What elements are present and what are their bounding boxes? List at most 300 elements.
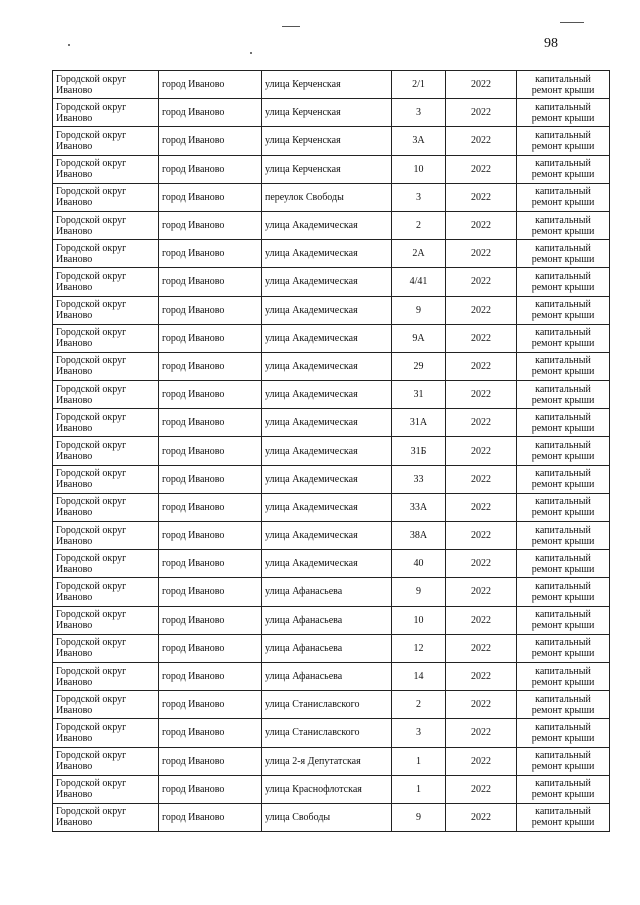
district-line: Иваново xyxy=(56,281,93,293)
work-type-line: ремонт крыши xyxy=(531,507,595,519)
city-cell: город Иваново xyxy=(159,803,262,831)
district-cell xyxy=(53,240,159,268)
district-cell xyxy=(53,465,159,493)
city-cell: город Иваново xyxy=(159,522,262,550)
city-cell: город Иваново xyxy=(159,296,262,324)
street-cell: улица Афанасьева xyxy=(262,662,392,690)
city-cell: город Иваново xyxy=(159,719,262,747)
city-cell: город Иваново xyxy=(159,127,262,155)
table-row xyxy=(53,522,610,550)
district-cell xyxy=(53,634,159,662)
district-line: Городской округ xyxy=(56,299,127,311)
house-number-cell: 33А xyxy=(392,493,446,521)
city-cell: город Иваново xyxy=(159,578,262,606)
work-type-line: ремонт крыши xyxy=(531,140,595,152)
street-cell: улица Академическая xyxy=(262,409,392,437)
district-cell xyxy=(53,437,159,465)
district-line: Городской округ xyxy=(56,468,127,480)
district-line: Городской округ xyxy=(56,355,127,367)
city-cell: город Иваново xyxy=(159,352,262,380)
work-type-line: ремонт крыши xyxy=(531,451,595,463)
work-type-cell xyxy=(517,155,610,183)
city-cell: город Иваново xyxy=(159,747,262,775)
scan-mark xyxy=(282,26,300,27)
year-cell: 2022 xyxy=(446,465,517,493)
work-type-cell xyxy=(517,240,610,268)
table-row xyxy=(53,606,610,634)
street-cell: улица Керченская xyxy=(262,71,392,99)
house-number-cell: 31 xyxy=(392,381,446,409)
year-cell: 2022 xyxy=(446,155,517,183)
house-number-cell: 10 xyxy=(392,606,446,634)
district-cell xyxy=(53,550,159,578)
district-line: Иваново xyxy=(56,422,93,434)
district-cell xyxy=(53,381,159,409)
district-line: Городской округ xyxy=(56,524,127,536)
work-type-cell xyxy=(517,691,610,719)
work-type-cell xyxy=(517,550,610,578)
table-row xyxy=(53,437,610,465)
work-type-cell xyxy=(517,578,610,606)
district-line: Иваново xyxy=(56,704,93,716)
house-number-cell: 9 xyxy=(392,803,446,831)
house-number-cell: 2/1 xyxy=(392,71,446,99)
street-cell: улица Станиславского xyxy=(262,719,392,747)
work-type-line: ремонт крыши xyxy=(531,169,595,181)
street-cell: улица Афанасьева xyxy=(262,578,392,606)
table-row xyxy=(53,719,610,747)
work-type-line: ремонт крыши xyxy=(531,563,595,575)
work-type-line: ремонт крыши xyxy=(531,535,595,547)
work-type-cell xyxy=(517,324,610,352)
table-row xyxy=(53,409,610,437)
house-number-cell: 40 xyxy=(392,550,446,578)
work-type-cell xyxy=(517,99,610,127)
work-type-line: капитальный xyxy=(535,693,591,705)
street-cell: улица Академическая xyxy=(262,522,392,550)
district-line: Городской округ xyxy=(56,496,127,508)
work-type-line: капитальный xyxy=(535,468,591,480)
district-line: Иваново xyxy=(56,225,93,237)
work-type-cell xyxy=(517,634,610,662)
city-cell: город Иваново xyxy=(159,634,262,662)
city-cell: город Иваново xyxy=(159,437,262,465)
district-cell xyxy=(53,691,159,719)
house-number-cell: 9 xyxy=(392,296,446,324)
table-row xyxy=(53,465,610,493)
district-line: Городской округ xyxy=(56,101,127,113)
work-type-cell xyxy=(517,493,610,521)
district-line: Городской округ xyxy=(56,721,127,733)
work-type-line: ремонт крыши xyxy=(531,225,595,237)
district-cell xyxy=(53,719,159,747)
table-row xyxy=(53,352,610,380)
street-cell: улица Академическая xyxy=(262,352,392,380)
district-line: Иваново xyxy=(56,112,93,124)
work-type-line: капитальный xyxy=(535,73,591,85)
district-line: Городской округ xyxy=(56,637,127,649)
district-line: Иваново xyxy=(56,676,93,688)
district-line: Иваново xyxy=(56,761,93,773)
house-number-cell: 1 xyxy=(392,747,446,775)
year-cell: 2022 xyxy=(446,662,517,690)
work-type-line: ремонт крыши xyxy=(531,197,595,209)
district-line: Городской округ xyxy=(56,383,127,395)
work-type-line: ремонт крыши xyxy=(531,676,595,688)
district-line: Городской округ xyxy=(56,129,127,141)
work-type-cell xyxy=(517,606,610,634)
district-line: Городской округ xyxy=(56,270,127,282)
table-row xyxy=(53,578,610,606)
year-cell: 2022 xyxy=(446,409,517,437)
work-type-line: ремонт крыши xyxy=(531,789,595,801)
city-cell: город Иваново xyxy=(159,465,262,493)
district-cell xyxy=(53,578,159,606)
scan-dot xyxy=(68,44,70,46)
table-row xyxy=(53,183,610,211)
table-row xyxy=(53,211,610,239)
district-line: Иваново xyxy=(56,84,93,96)
work-type-cell xyxy=(517,381,610,409)
district-line: Иваново xyxy=(56,479,93,491)
year-cell: 2022 xyxy=(446,606,517,634)
year-cell: 2022 xyxy=(446,268,517,296)
district-line: Иваново xyxy=(56,169,93,181)
work-type-cell xyxy=(517,437,610,465)
work-type-line: ремонт крыши xyxy=(531,310,595,322)
street-cell: улица Академическая xyxy=(262,268,392,296)
table-row xyxy=(53,691,610,719)
street-cell: улица Краснофлотская xyxy=(262,775,392,803)
street-cell: улица Академическая xyxy=(262,493,392,521)
district-cell xyxy=(53,662,159,690)
table-row xyxy=(53,747,610,775)
year-cell: 2022 xyxy=(446,691,517,719)
house-number-cell: 14 xyxy=(392,662,446,690)
work-type-line: капитальный xyxy=(535,101,591,113)
district-line: Городской округ xyxy=(56,552,127,564)
house-number-cell: 9 xyxy=(392,578,446,606)
work-type-cell xyxy=(517,127,610,155)
city-cell: город Иваново xyxy=(159,71,262,99)
work-type-line: капитальный xyxy=(535,270,591,282)
work-type-line: капитальный xyxy=(535,186,591,198)
street-cell: улица Академическая xyxy=(262,211,392,239)
year-cell: 2022 xyxy=(446,127,517,155)
year-cell: 2022 xyxy=(446,211,517,239)
house-number-cell: 12 xyxy=(392,634,446,662)
district-line: Городской округ xyxy=(56,580,127,592)
page-number: 98 xyxy=(544,36,558,51)
street-cell: улица Свободы xyxy=(262,803,392,831)
house-number-cell: 2А xyxy=(392,240,446,268)
work-type-line: ремонт крыши xyxy=(531,112,595,124)
house-number-cell: 1 xyxy=(392,775,446,803)
street-cell: улица Афанасьева xyxy=(262,606,392,634)
house-number-cell: 4/41 xyxy=(392,268,446,296)
street-cell: улица Керченская xyxy=(262,99,392,127)
year-cell: 2022 xyxy=(446,747,517,775)
street-cell: улица 2-я Депутатская xyxy=(262,747,392,775)
house-number-cell: 38А xyxy=(392,522,446,550)
table-row xyxy=(53,493,610,521)
work-type-line: капитальный xyxy=(535,721,591,733)
work-type-line: ремонт крыши xyxy=(531,394,595,406)
work-type-line: ремонт крыши xyxy=(531,648,595,660)
district-line: Городской округ xyxy=(56,327,127,339)
work-type-line: ремонт крыши xyxy=(531,366,595,378)
district-cell xyxy=(53,155,159,183)
house-number-cell: 10 xyxy=(392,155,446,183)
year-cell: 2022 xyxy=(446,775,517,803)
house-number-cell: 3 xyxy=(392,99,446,127)
district-line: Городской округ xyxy=(56,440,127,452)
street-cell: улица Академическая xyxy=(262,437,392,465)
work-type-line: ремонт крыши xyxy=(531,479,595,491)
work-type-line: капитальный xyxy=(535,158,591,170)
district-cell xyxy=(53,324,159,352)
district-line: Иваново xyxy=(56,620,93,632)
city-cell: город Иваново xyxy=(159,240,262,268)
year-cell: 2022 xyxy=(446,719,517,747)
work-type-line: капитальный xyxy=(535,750,591,762)
table-row xyxy=(53,803,610,831)
table-row xyxy=(53,127,610,155)
district-line: Городской округ xyxy=(56,609,127,621)
work-type-line: ремонт крыши xyxy=(531,817,595,829)
work-type-line: капитальный xyxy=(535,242,591,254)
district-line: Иваново xyxy=(56,451,93,463)
year-cell: 2022 xyxy=(446,522,517,550)
house-number-cell: 2 xyxy=(392,691,446,719)
house-number-cell: 33 xyxy=(392,465,446,493)
work-type-line: капитальный xyxy=(535,129,591,141)
work-type-line: капитальный xyxy=(535,299,591,311)
district-cell xyxy=(53,183,159,211)
work-type-line: капитальный xyxy=(535,552,591,564)
work-type-cell xyxy=(517,183,610,211)
year-cell: 2022 xyxy=(446,296,517,324)
district-line: Городской округ xyxy=(56,806,127,818)
district-cell xyxy=(53,268,159,296)
district-line: Городской округ xyxy=(56,693,127,705)
year-cell: 2022 xyxy=(446,437,517,465)
work-type-cell xyxy=(517,803,610,831)
street-cell: улица Академическая xyxy=(262,550,392,578)
table-row xyxy=(53,155,610,183)
district-line: Городской округ xyxy=(56,186,127,198)
table-row xyxy=(53,71,610,99)
district-line: Городской округ xyxy=(56,665,127,677)
district-line: Иваново xyxy=(56,535,93,547)
year-cell: 2022 xyxy=(446,381,517,409)
work-type-line: ремонт крыши xyxy=(531,732,595,744)
street-cell: улица Академическая xyxy=(262,381,392,409)
work-type-cell xyxy=(517,409,610,437)
work-type-line: ремонт крыши xyxy=(531,281,595,293)
work-type-line: ремонт крыши xyxy=(531,591,595,603)
work-type-line: ремонт крыши xyxy=(531,84,595,96)
work-type-line: капитальный xyxy=(535,327,591,339)
work-type-line: ремонт крыши xyxy=(531,704,595,716)
city-cell: город Иваново xyxy=(159,775,262,803)
street-cell: улица Академическая xyxy=(262,240,392,268)
district-line: Иваново xyxy=(56,507,93,519)
city-cell: город Иваново xyxy=(159,155,262,183)
city-cell: город Иваново xyxy=(159,211,262,239)
district-line: Городской округ xyxy=(56,411,127,423)
work-type-line: капитальный xyxy=(535,383,591,395)
city-cell: город Иваново xyxy=(159,493,262,521)
work-type-line: ремонт крыши xyxy=(531,253,595,265)
district-cell xyxy=(53,211,159,239)
city-cell: город Иваново xyxy=(159,324,262,352)
year-cell: 2022 xyxy=(446,634,517,662)
street-cell: улица Академическая xyxy=(262,465,392,493)
work-type-line: капитальный xyxy=(535,609,591,621)
work-type-line: капитальный xyxy=(535,524,591,536)
year-cell: 2022 xyxy=(446,99,517,127)
district-line: Иваново xyxy=(56,253,93,265)
district-line: Иваново xyxy=(56,366,93,378)
table-row xyxy=(53,268,610,296)
house-number-cell: 9А xyxy=(392,324,446,352)
district-line: Иваново xyxy=(56,310,93,322)
work-type-cell xyxy=(517,268,610,296)
work-type-line: ремонт крыши xyxy=(531,620,595,632)
work-type-cell xyxy=(517,296,610,324)
district-cell xyxy=(53,606,159,634)
city-cell: город Иваново xyxy=(159,662,262,690)
year-cell: 2022 xyxy=(446,240,517,268)
year-cell: 2022 xyxy=(446,493,517,521)
district-line: Иваново xyxy=(56,563,93,575)
work-type-line: капитальный xyxy=(535,637,591,649)
city-cell: город Иваново xyxy=(159,381,262,409)
city-cell: город Иваново xyxy=(159,99,262,127)
address-table-body xyxy=(53,71,610,832)
work-type-line: капитальный xyxy=(535,778,591,790)
address-table xyxy=(52,70,610,832)
city-cell: город Иваново xyxy=(159,691,262,719)
house-number-cell: 2 xyxy=(392,211,446,239)
district-line: Городской округ xyxy=(56,158,127,170)
work-type-line: ремонт крыши xyxy=(531,338,595,350)
work-type-cell xyxy=(517,662,610,690)
district-cell xyxy=(53,352,159,380)
table-row xyxy=(53,296,610,324)
year-cell: 2022 xyxy=(446,71,517,99)
district-cell xyxy=(53,803,159,831)
district-cell xyxy=(53,775,159,803)
district-line: Городской округ xyxy=(56,242,127,254)
work-type-line: капитальный xyxy=(535,411,591,423)
scan-dot xyxy=(250,52,252,54)
table-row xyxy=(53,662,610,690)
district-line: Городской округ xyxy=(56,750,127,762)
district-cell xyxy=(53,127,159,155)
year-cell: 2022 xyxy=(446,578,517,606)
district-line: Иваново xyxy=(56,789,93,801)
street-cell: переулок Свободы xyxy=(262,183,392,211)
city-cell: город Иваново xyxy=(159,268,262,296)
district-cell xyxy=(53,409,159,437)
work-type-line: капитальный xyxy=(535,496,591,508)
district-line: Иваново xyxy=(56,591,93,603)
work-type-line: капитальный xyxy=(535,214,591,226)
district-line: Городской округ xyxy=(56,778,127,790)
table-row xyxy=(53,324,610,352)
work-type-line: капитальный xyxy=(535,440,591,452)
year-cell: 2022 xyxy=(446,324,517,352)
district-line: Иваново xyxy=(56,732,93,744)
table-row xyxy=(53,240,610,268)
house-number-cell: 3 xyxy=(392,719,446,747)
district-line: Иваново xyxy=(56,648,93,660)
work-type-line: ремонт крыши xyxy=(531,761,595,773)
city-cell: город Иваново xyxy=(159,183,262,211)
table-row xyxy=(53,381,610,409)
year-cell: 2022 xyxy=(446,550,517,578)
table-row xyxy=(53,550,610,578)
district-line: Городской округ xyxy=(56,73,127,85)
work-type-cell xyxy=(517,465,610,493)
city-cell: город Иваново xyxy=(159,409,262,437)
city-cell: город Иваново xyxy=(159,606,262,634)
district-line: Иваново xyxy=(56,338,93,350)
work-type-line: капитальный xyxy=(535,665,591,677)
city-cell: город Иваново xyxy=(159,550,262,578)
scan-mark xyxy=(560,22,584,23)
district-cell xyxy=(53,99,159,127)
district-cell xyxy=(53,747,159,775)
street-cell: улица Академическая xyxy=(262,324,392,352)
work-type-cell xyxy=(517,522,610,550)
district-line: Иваново xyxy=(56,394,93,406)
house-number-cell: 3 xyxy=(392,183,446,211)
district-line: Городской округ xyxy=(56,214,127,226)
work-type-cell xyxy=(517,211,610,239)
year-cell: 2022 xyxy=(446,352,517,380)
house-number-cell: 31А xyxy=(392,409,446,437)
year-cell: 2022 xyxy=(446,803,517,831)
house-number-cell: 29 xyxy=(392,352,446,380)
district-line: Иваново xyxy=(56,140,93,152)
work-type-cell xyxy=(517,352,610,380)
street-cell: улица Станиславского xyxy=(262,691,392,719)
street-cell: улица Керченская xyxy=(262,127,392,155)
district-line: Иваново xyxy=(56,817,93,829)
district-cell xyxy=(53,493,159,521)
work-type-line: капитальный xyxy=(535,355,591,367)
house-number-cell: 31Б xyxy=(392,437,446,465)
table-row xyxy=(53,634,610,662)
street-cell: улица Афанасьева xyxy=(262,634,392,662)
work-type-cell xyxy=(517,747,610,775)
street-cell: улица Керченская xyxy=(262,155,392,183)
street-cell: улица Академическая xyxy=(262,296,392,324)
work-type-cell xyxy=(517,775,610,803)
house-number-cell: 3А xyxy=(392,127,446,155)
year-cell: 2022 xyxy=(446,183,517,211)
work-type-line: капитальный xyxy=(535,580,591,592)
work-type-line: капитальный xyxy=(535,806,591,818)
district-cell xyxy=(53,296,159,324)
district-cell xyxy=(53,522,159,550)
district-line: Иваново xyxy=(56,197,93,209)
table-row xyxy=(53,775,610,803)
work-type-cell xyxy=(517,71,610,99)
